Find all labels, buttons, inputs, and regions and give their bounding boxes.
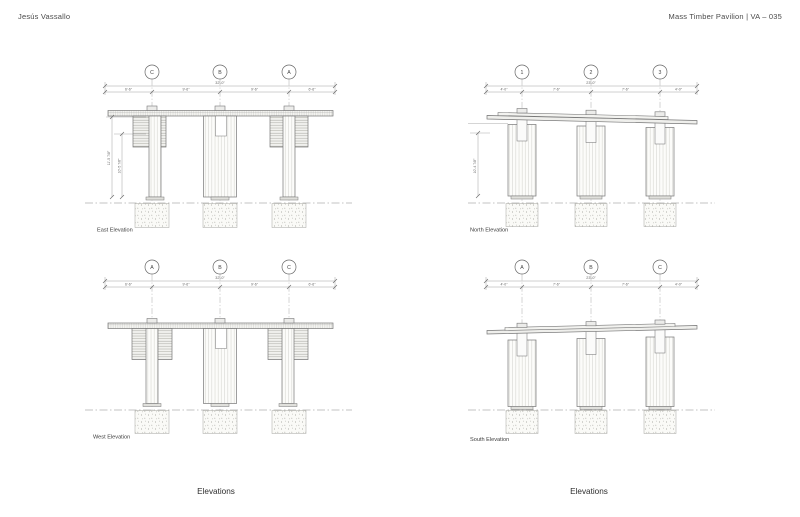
north-elevation-drawing xyxy=(468,65,715,234)
segment-dimension: 9'-6" xyxy=(251,282,258,287)
segment-dimension: 7'-6" xyxy=(553,282,560,287)
segment-dimension: 7'-6" xyxy=(622,282,629,287)
roof-tab xyxy=(586,322,596,326)
grid-bubble-label: A xyxy=(150,265,154,271)
sheet-caption-right: Elevations xyxy=(570,487,608,496)
grid-bubble-label: B xyxy=(589,265,593,271)
column-shaft xyxy=(146,329,158,404)
grid-bubble-label: 1 xyxy=(520,70,524,76)
columns xyxy=(508,329,674,407)
column-base xyxy=(211,197,229,200)
column-base xyxy=(143,404,161,407)
column-shaft xyxy=(283,116,295,197)
grid-bubbles xyxy=(145,260,296,274)
segment-dimension: 9'-6" xyxy=(251,87,258,92)
grid-bubble-label: C xyxy=(150,70,154,76)
segment-dimension: 4'-0" xyxy=(675,87,682,92)
overall-dimension: 32'-0" xyxy=(215,81,225,85)
segment-dimension: 4'-0" xyxy=(675,282,682,287)
segment-dimension: 4'-0" xyxy=(500,282,508,287)
project-title: Mass Timber Pavilion | VA – 035 xyxy=(668,12,782,21)
height-dimension: 11'-5 7/8" xyxy=(107,150,111,166)
column-bases xyxy=(511,196,671,199)
segment-dimension: 7'-6" xyxy=(553,87,560,92)
sheet-caption-left: Elevations xyxy=(197,487,235,496)
segment-dimension: 6'-6" xyxy=(308,87,316,92)
column-post xyxy=(655,329,665,353)
height-dimension: 10'-4 7/8" xyxy=(473,158,477,174)
overall-dimension: 23'-0" xyxy=(586,276,596,280)
column-post xyxy=(586,331,596,355)
roof-slab xyxy=(108,319,333,329)
elevation-caption: East Elevation xyxy=(97,227,133,234)
grid-bubble-label: B xyxy=(218,265,222,271)
footings xyxy=(135,204,306,228)
grid-bubbles xyxy=(515,260,667,274)
roof-tab xyxy=(586,110,596,115)
grid-bubble-label: C xyxy=(287,265,291,271)
column-post xyxy=(586,119,596,143)
columns xyxy=(508,117,674,196)
grid-bubble-label: B xyxy=(218,70,222,76)
segment-dimension: 6'-6" xyxy=(125,282,132,287)
footings xyxy=(506,204,676,227)
segment-dimension: 6'-6" xyxy=(125,87,132,92)
column-shaft xyxy=(282,329,294,404)
roof-tab xyxy=(517,109,527,114)
segment-dimension: 7'-6" xyxy=(622,87,629,92)
elevation-caption: South Elevation xyxy=(470,437,510,443)
roof-tab xyxy=(655,320,665,324)
east-elevation-drawing xyxy=(85,65,352,234)
elevation-caption: North Elevation xyxy=(470,227,509,234)
overall-dimension: 23'-0" xyxy=(586,81,596,85)
south-elevation-drawing xyxy=(468,260,715,443)
grid-bubble-label: A xyxy=(287,70,291,76)
grid-bubbles xyxy=(515,65,667,79)
segment-dimension: 9'-6" xyxy=(182,282,190,287)
columns xyxy=(132,329,308,407)
roof-tab xyxy=(517,323,527,327)
footings xyxy=(506,411,676,434)
elevation-caption: West Elevation xyxy=(93,434,131,441)
column-notch xyxy=(216,329,227,349)
columns xyxy=(133,116,308,200)
segment-dimension: 4'-0" xyxy=(500,87,508,92)
column-base xyxy=(280,197,298,200)
segment-dimension: 9'-6" xyxy=(182,87,190,92)
column-base xyxy=(211,404,229,407)
overall-dimension: 32'-0" xyxy=(215,276,225,280)
grid-bubble-label: 3 xyxy=(658,70,662,76)
grid-bubbles xyxy=(145,65,296,79)
column-post xyxy=(517,117,527,141)
column-post xyxy=(655,120,665,144)
author-name: Jesús Vassallo xyxy=(18,12,71,21)
height-dimension: 10'-5 7/8" xyxy=(117,158,122,174)
column-base xyxy=(279,404,297,407)
footings xyxy=(135,411,306,434)
roof-slab xyxy=(108,106,333,116)
roof-tab xyxy=(655,112,665,117)
column-bases xyxy=(511,407,671,410)
grid-bubble-label: A xyxy=(520,265,524,271)
grid-bubble-label: C xyxy=(658,265,662,271)
column-post xyxy=(517,332,527,356)
segment-dimension: 6'-6" xyxy=(308,282,316,287)
column-shaft xyxy=(149,116,161,197)
column-notch xyxy=(216,116,227,136)
west-elevation-drawing xyxy=(85,260,352,441)
column-base xyxy=(146,197,164,200)
grid-bubble-label: 2 xyxy=(589,70,593,76)
